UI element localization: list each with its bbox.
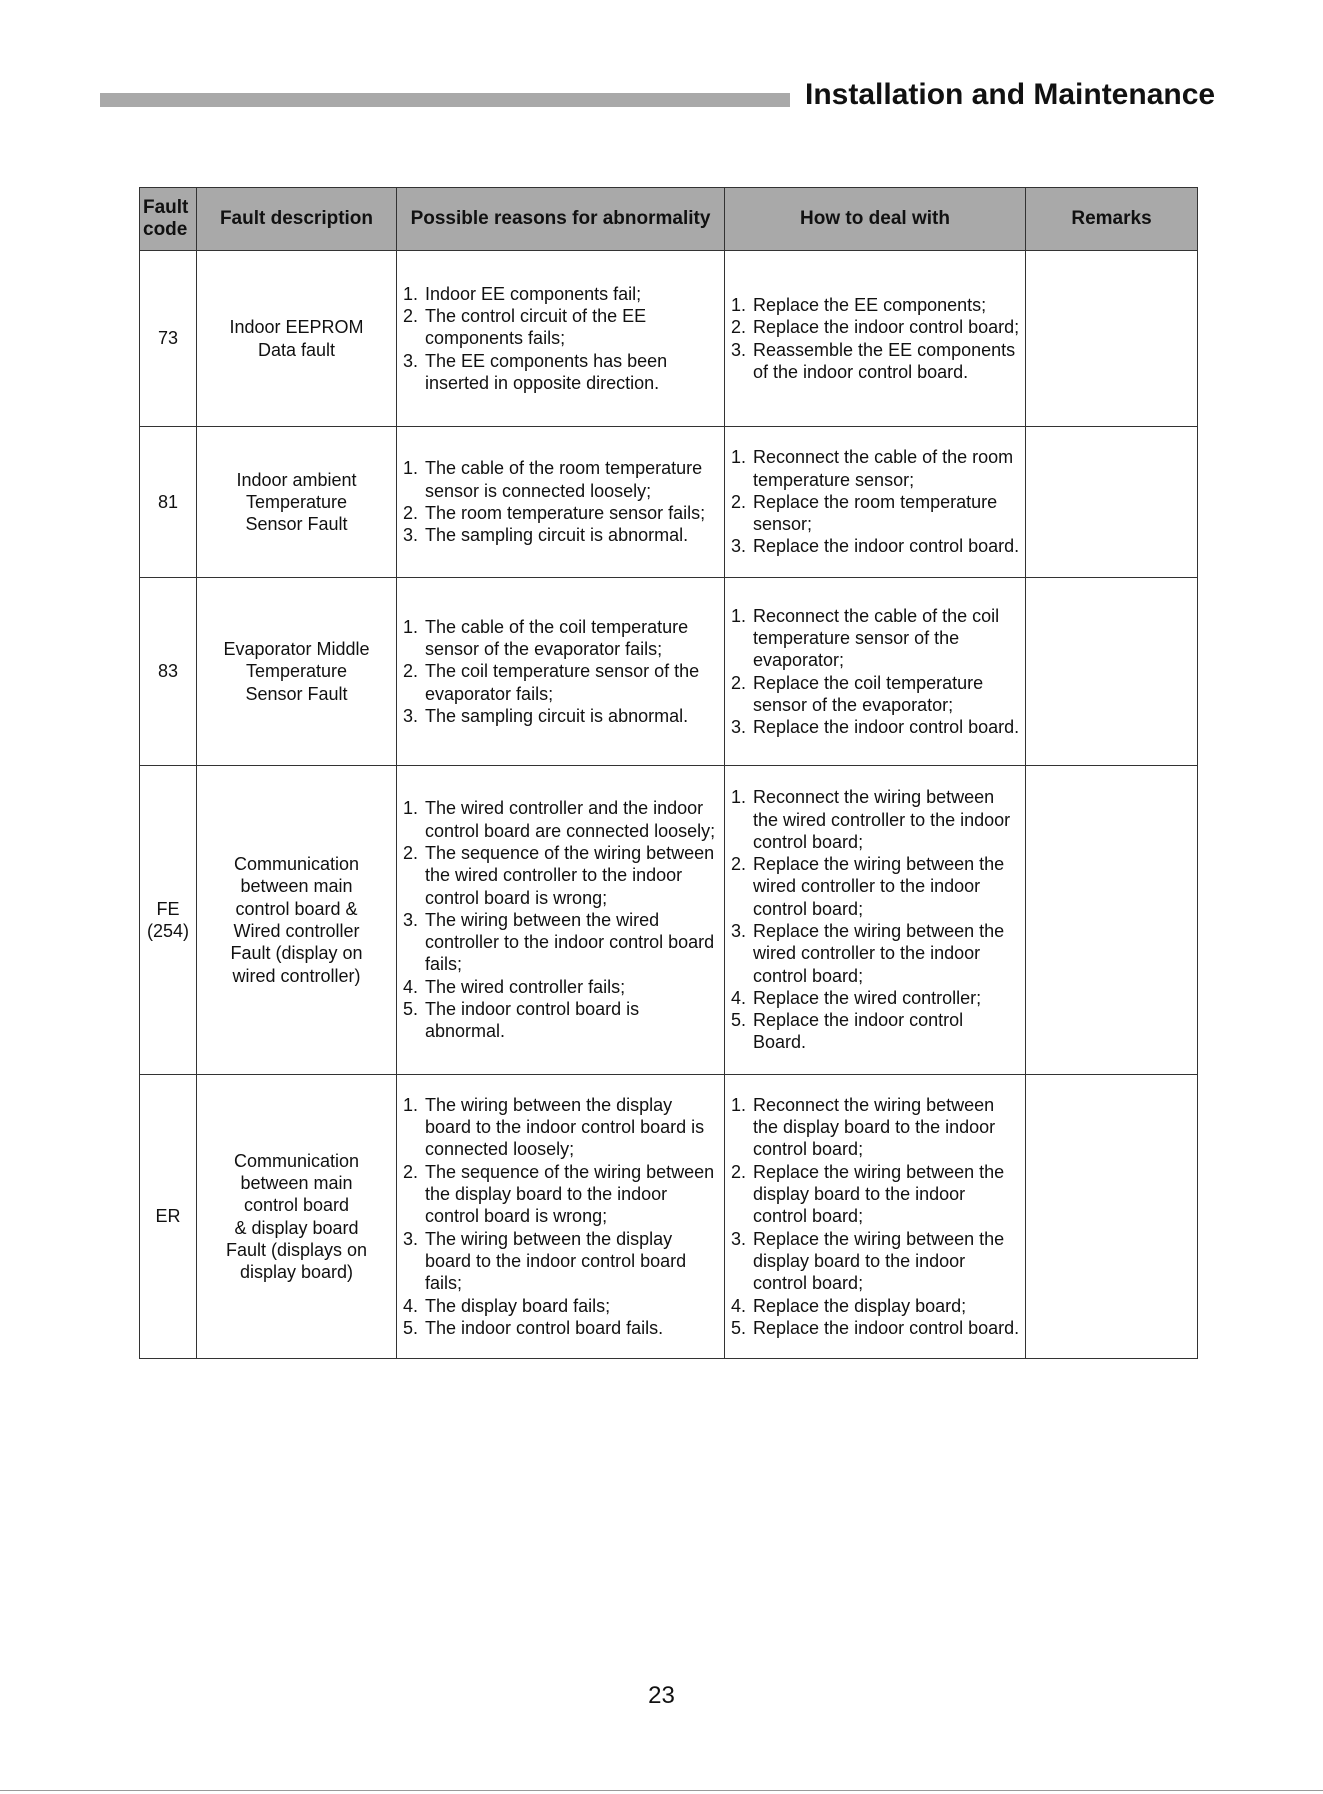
list-item: 3. Replace the wiring between the wired controller to the indoor control board; — [751, 920, 1021, 987]
list-item: 1. Reconnect the wiring between the wired controller to the indoor control board; — [751, 786, 1021, 853]
list-item: 3. Replace the indoor control board. — [751, 716, 1021, 738]
list-item: 5. The indoor control board fails. — [423, 1317, 720, 1339]
page-number: 23 — [648, 1682, 675, 1709]
fault-description-cell-line: & display board — [234, 1217, 359, 1238]
table-row — [140, 251, 1198, 427]
bottom-rule — [0, 1790, 1323, 1791]
fault-description-cell-line: between main — [240, 1172, 353, 1193]
list-item: 2. Replace the indoor control board; — [751, 316, 1021, 338]
header-fault-code-line1: Fault — [143, 197, 189, 218]
fault-description-cell-line: between main — [240, 876, 353, 897]
dealing-cell-list — [729, 1094, 1021, 1339]
list-item: 5. Replace the indoor control Board. — [751, 1009, 1021, 1054]
fault-description-cell-line: wired controller) — [232, 965, 361, 986]
list-item: 3. Replace the indoor control board. — [751, 535, 1021, 557]
table-row — [140, 1075, 1198, 1359]
table-header-row — [140, 188, 1198, 251]
remarks-cell — [1026, 1075, 1198, 1359]
list-item: 1. Reconnect the wiring between the display board to the indoor control board; — [751, 1094, 1021, 1161]
fault-description-cell-line: Data fault — [257, 339, 336, 360]
list-item: 5. Replace the indoor control board. — [751, 1317, 1021, 1339]
dealing-cell — [725, 766, 1026, 1075]
remarks-cell — [1026, 427, 1198, 578]
fault-description-cell-line: Communication — [233, 1150, 360, 1171]
list-item: 1. Reconnect the cable of the room temperature sensor; — [751, 446, 1021, 491]
dealing-cell — [725, 251, 1026, 427]
remarks-cell — [1026, 251, 1198, 427]
fault-code-cell-line: ER — [155, 1206, 181, 1227]
remarks-cell — [1026, 578, 1198, 766]
list-item: 3. Reassemble the EE components of the indoor control board. — [751, 339, 1021, 384]
reasons-cell-list — [401, 283, 720, 394]
remarks-cell — [1026, 766, 1198, 1075]
list-item: 2. Replace the wiring between the display board to the indoor control board; — [751, 1161, 1021, 1228]
dealing-cell — [725, 1075, 1026, 1359]
header-how-to-deal: How to deal with — [725, 188, 1026, 251]
dealing-cell-list — [729, 605, 1021, 739]
fault-code-cell-line: (254) — [146, 921, 190, 941]
reasons-cell-list — [401, 797, 720, 1042]
reasons-cell — [397, 766, 725, 1075]
reasons-cell — [397, 427, 725, 578]
fault-description-cell-line: Temperature — [245, 491, 348, 512]
reasons-cell-list — [401, 616, 720, 727]
fault-code-cell — [140, 766, 197, 1075]
fault-code-cell — [140, 578, 197, 766]
fault-code-cell — [140, 1075, 197, 1359]
fault-description-cell-line: Fault (displays on — [225, 1239, 368, 1260]
list-item: 5. The indoor control board is abnormal. — [423, 998, 720, 1043]
list-item: 3. The wiring between the display board to the indoor control board fails; — [423, 1228, 720, 1295]
fault-description-cell-line: Indoor ambient — [236, 469, 357, 490]
fault-description-cell-line: control board — [243, 1195, 350, 1216]
fault-description-cell-line: Temperature — [245, 661, 348, 682]
header-fault-code — [140, 188, 197, 251]
fault-code-cell-line: FE — [156, 898, 180, 919]
dealing-cell-list — [729, 786, 1021, 1054]
list-item: 1. Indoor EE components fail; — [423, 283, 720, 305]
list-item: 2. The sequence of the wiring between the wired controller to the indoor control board is wrong; — [423, 842, 720, 909]
header-rule — [100, 93, 790, 107]
fault-description-cell — [197, 251, 397, 427]
fault-code-cell — [140, 251, 197, 427]
list-item: 1. Replace the EE components; — [751, 294, 1021, 316]
reasons-cell-list — [401, 457, 720, 546]
fault-code-cell — [140, 427, 197, 578]
table-row — [140, 766, 1198, 1075]
fault-description-cell-line: Sensor Fault — [245, 514, 348, 535]
reasons-cell — [397, 578, 725, 766]
table-row — [140, 578, 1198, 766]
reasons-cell-list — [401, 1094, 720, 1339]
fault-code-cell-line: 73 — [157, 328, 179, 349]
dealing-cell — [725, 578, 1026, 766]
list-item: 1. The wired controller and the indoor control board are connected loosely; — [423, 797, 720, 842]
list-item: 4. Replace the wired controller; — [751, 987, 1021, 1009]
fault-code-cell-line: 81 — [157, 491, 179, 512]
list-item: 1. Reconnect the cable of the coil temperature sensor of the evaporator; — [751, 605, 1021, 672]
header-remarks: Remarks — [1026, 188, 1198, 251]
list-item: 2. The coil temperature sensor of the evaporator fails; — [423, 660, 720, 705]
list-item: 4. The wired controller fails; — [423, 976, 720, 998]
list-item: 4. Replace the display board; — [751, 1295, 1021, 1317]
list-item: 2. The control circuit of the EE components fails; — [423, 305, 720, 350]
list-item: 2. The sequence of the wiring between the display board to the indoor control board is wrong; — [423, 1161, 720, 1228]
fault-description-cell-line: Fault (display on — [230, 943, 363, 964]
fault-description-cell-line: Wired controller — [233, 921, 360, 941]
list-item: 2. Replace the wiring between the wired controller to the indoor control board; — [751, 853, 1021, 920]
header-possible-reasons: Possible reasons for abnormality — [397, 188, 725, 251]
list-item: 4. The display board fails; — [423, 1295, 720, 1317]
list-item: 2. Replace the room temperature sensor; — [751, 491, 1021, 536]
list-item: 1. The cable of the coil temperature sensor of the evaporator fails; — [423, 616, 720, 661]
fault-table — [139, 187, 1198, 1359]
table-row — [140, 427, 1198, 578]
list-item: 2. Replace the coil temperature sensor of the evaporator; — [751, 672, 1021, 717]
fault-code-cell-line: 83 — [157, 661, 179, 682]
list-item: 2. The room temperature sensor fails; — [423, 502, 720, 524]
list-item: 3. The wiring between the wired controller to the indoor control board fails; — [423, 909, 720, 976]
fault-description-cell — [197, 578, 397, 766]
fault-description-cell-line: Evaporator Middle — [223, 639, 370, 660]
fault-description-cell-line: display board) — [239, 1262, 354, 1283]
header-fault-description: Fault description — [197, 188, 397, 251]
list-item: 3. The sampling circuit is abnormal. — [423, 705, 720, 727]
reasons-cell — [397, 251, 725, 427]
fault-description-cell-line: Sensor Fault — [245, 683, 348, 704]
list-item: 1. The cable of the room temperature sensor is connected loosely; — [423, 457, 720, 502]
page-title: Installation and Maintenance — [805, 78, 1216, 111]
list-item: 3. The EE components has been inserted in opposite direction. — [423, 350, 720, 395]
reasons-cell — [397, 1075, 725, 1359]
dealing-cell — [725, 427, 1026, 578]
fault-description-cell — [197, 1075, 397, 1359]
fault-description-cell-line: Indoor EEPROM — [229, 317, 364, 338]
header-fault-code-line2: code — [143, 219, 188, 240]
list-item: 1. The wiring between the display board to the indoor control board is connected loosely; — [423, 1094, 720, 1161]
dealing-cell-list — [729, 446, 1021, 557]
list-item: 3. The sampling circuit is abnormal. — [423, 524, 720, 546]
fault-description-cell — [197, 766, 397, 1075]
dealing-cell-list — [729, 294, 1021, 383]
fault-description-cell-line: Communication — [233, 854, 360, 875]
fault-description-cell — [197, 427, 397, 578]
list-item: 3. Replace the wiring between the display board to the indoor control board; — [751, 1228, 1021, 1295]
fault-description-cell-line: control board & — [235, 898, 358, 919]
